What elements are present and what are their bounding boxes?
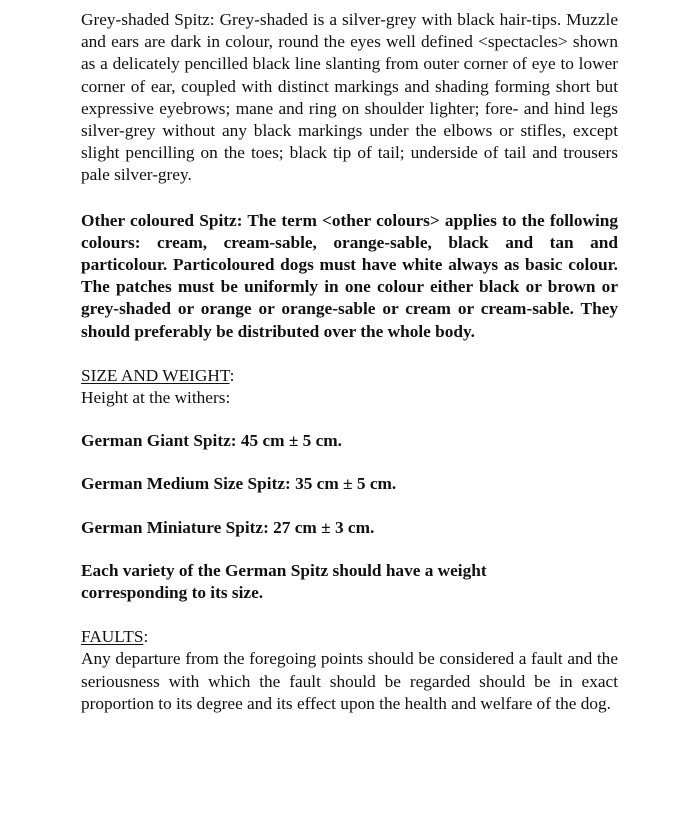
giant-spitz-size: German Giant Spitz: 45 cm ± 5 cm. <box>81 431 342 451</box>
miniature-spitz-size: German Miniature Spitz: 27 cm ± 3 cm. <box>81 517 375 537</box>
faults-heading <box>81 626 618 648</box>
faults-heading-text: FAULTS <box>81 627 144 647</box>
size-weight-heading-text: SIZE AND WEIGHT <box>81 365 230 385</box>
size-weight-heading <box>81 365 618 387</box>
weight-note: Each variety of the German Spitz should have a weight corresponding to its size. <box>81 560 487 603</box>
height-label: Height at the withers: <box>81 388 231 408</box>
size-weight-heading-colon: : <box>229 365 235 385</box>
faults-paragraph: Any departure from the foregoing points should be considered a fault and the seriousness with which the fault should be regarded should be in exact proportion to its degree and its effect upon the health and welfare of the dog. <box>81 649 618 713</box>
other-coloured-paragraph: Other coloured Spitz: The term <other colours> applies to the following colours: cream, cream-sable, orange-sable, black and tan and particolour. Particoloured dogs must have white always as basic colour. The patches must be uniformly in one colour either black or brown or grey-shaded or orange or orange-sable or cream or cream-sable. They should preferably be distributed over the whole body. <box>81 210 618 341</box>
faults-heading-colon: : <box>143 627 149 647</box>
grey-shaded-paragraph: Grey-shaded Spitz: Grey-shaded is a silver-grey with black hair-tips. Muzzle and ears are dark in colour, round the eyes well defined <spectacles> shown as a delicately pencilled black line slanting from outer corner of eye to lower corner of ear, coupled with distinct markings and shading forming short but expressive eyebrows; mane and ring on shoulder lighter; fore- and hind legs silver-grey without any black markings under the elbows or stifles, except slight pencilling on the toes; black tip of tail; underside of tail and trousers pale silver-grey. <box>81 10 618 185</box>
document-page <box>81 9 618 715</box>
medium-spitz-size: German Medium Size Spitz: 35 cm ± 5 cm. <box>81 474 397 494</box>
